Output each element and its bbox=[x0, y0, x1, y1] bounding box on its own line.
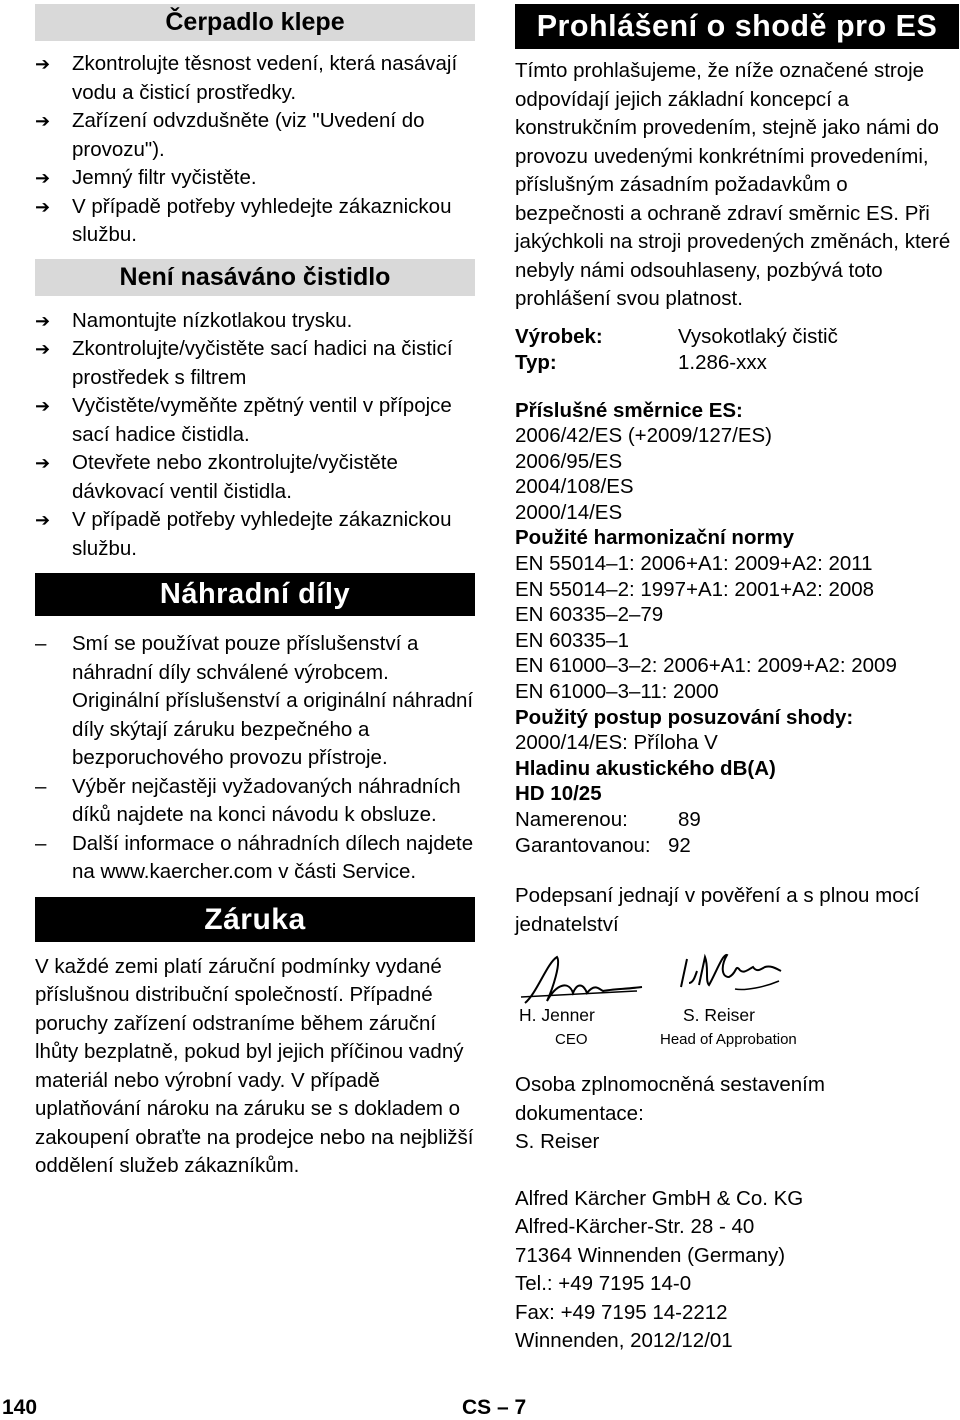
norm-item: EN 55014–2: 1997+A1: 2001+A2: 2008 bbox=[515, 577, 875, 601]
list-item: ➔ Namontujte nízkotlakou trysku. bbox=[35, 307, 475, 336]
arrow-right-icon: ➔ bbox=[35, 339, 51, 359]
arrow-right-icon: ➔ bbox=[35, 510, 51, 530]
directive-item: 2006/95/ES bbox=[515, 449, 623, 473]
dash-bullet: – bbox=[35, 632, 47, 655]
list-item: – Další informace o náhradních dílech najdete na www.kaercher.com v části Service. bbox=[35, 831, 474, 883]
list-item: – Výběr nejčastěji vyžadovaných náhradních díků najdete na konci návodu k obsluze. bbox=[35, 774, 461, 826]
right-column bbox=[515, 4, 959, 1356]
noise-title: Hladinu akustického dB(A) bbox=[515, 756, 776, 780]
company-address bbox=[515, 1185, 959, 1356]
conformity-title: Použitý postup posuzování shody: bbox=[515, 705, 854, 729]
signed-text: Podepsaní jednají v pověření a s plnou mocí jednatelství bbox=[515, 884, 920, 936]
page-number: 140 bbox=[2, 1396, 38, 1419]
list-item: ➔ Jemný filtr vyčistěte. bbox=[35, 164, 475, 193]
arrow-right-icon: ➔ bbox=[35, 54, 51, 74]
signatory-name: S. Reiser bbox=[683, 1005, 755, 1026]
signature-jenner bbox=[517, 953, 647, 1013]
type-row: Typ: 1.286-xxx bbox=[515, 350, 767, 374]
list-item: ➔ Zkontrolujte těsnost vedení, která nasávají vodu a čisticí prostředky. bbox=[35, 52, 458, 104]
norm-item: EN 60335–1 bbox=[515, 628, 629, 652]
language-page-label: CS – 7 bbox=[462, 1396, 527, 1419]
arrow-right-icon: ➔ bbox=[35, 310, 51, 331]
product-info bbox=[515, 324, 959, 376]
directive-item: 2006/42/ES (+2009/127/ES) bbox=[515, 424, 773, 448]
conformity-value: 2000/14/ES: Příloha V bbox=[515, 731, 718, 755]
list-item: ➔ V případě potřeby vyhledejte zákaznickou službu. bbox=[35, 508, 452, 560]
guaranteed-row: Garantovanou: 92 bbox=[515, 833, 691, 857]
warranty-text: V každé zemi platí záruční podmínky vydané příslušnou distribuční společností. Případné poruchy zařízení odstraníme během záruční lhůty bezplatně, pokud byl jejich příčinou vadný materiál nebo výrobní vady. V případě uplatňování nároku na záruku se s dokladem o zakoupení obraťte na prodejce nebo na nejbližší oddělení služeb zákazníkům. bbox=[35, 954, 474, 1177]
declaration-intro: Tímto prohlašujeme, že níže označené stroje odpovídají jejich základní koncepcí a konstrukčním provedením, stejně jako námi do provozu uvedenými konkrétními provedeními, příslušným zásadním požadavkům o bezpečnosti a ochraně zdraví směrnic ES. Při jakýchkoli na stroji provedených změnách, které nebyly námi odsouhlaseny, pozbývá toto prohlášení svou platnost. bbox=[515, 59, 951, 310]
list-item: ➔ Vyčistěte/vyměňte zpětný ventil v přípojce sací hadice čistidla. bbox=[35, 394, 452, 446]
list-item: ➔ Otevřete nebo zkontrolujte/vyčistěte dávkovací ventil čistidla. bbox=[35, 451, 398, 503]
list-item: – Smí se používat pouze příslušenství a náhradní díly schválené výrobcem. Originální příslušenství a originální náhradní díly skýtají záruku bezpečného a bezporuchového provozu přístroje. bbox=[35, 632, 474, 769]
address-line: 71364 Winnenden (Germany) bbox=[515, 1243, 786, 1267]
section-heading-warranty: Záruka bbox=[35, 897, 475, 942]
section-heading-declaration: Prohlášení o shodě pro ES bbox=[515, 4, 959, 49]
section-heading-pump-knock: Čerpadlo klepe bbox=[35, 4, 475, 41]
signatures bbox=[515, 953, 959, 1058]
arrow-right-icon: ➔ bbox=[35, 453, 51, 473]
address-line: Alfred Kärcher GmbH & Co. KG bbox=[515, 1186, 804, 1210]
signatory-role: CEO bbox=[555, 1031, 588, 1049]
directives-block bbox=[515, 398, 959, 859]
list-item: ➔ V případě potřeby vyhledejte zákaznickou službu. bbox=[35, 194, 452, 246]
arrow-right-icon: ➔ bbox=[35, 196, 51, 217]
arrow-right-icon: ➔ bbox=[35, 396, 51, 416]
authorized-name: S. Reiser bbox=[515, 1130, 600, 1154]
directive-item: 2004/108/ES bbox=[515, 475, 634, 499]
address-line: Alfred-Kärcher-Str. 28 - 40 bbox=[515, 1215, 755, 1239]
product-row: Výrobek: Vysokotlaký čistič bbox=[515, 324, 838, 348]
address-line: Tel.: +49 7195 14-0 bbox=[515, 1272, 692, 1296]
section-heading-no-detergent: Není nasáváno čistidlo bbox=[35, 259, 475, 296]
list-item: ➔ Zařízení odvzdušněte (viz "Uvedení do provozu"). bbox=[35, 109, 425, 161]
spare-parts-list bbox=[35, 630, 475, 887]
norm-item: EN 55014–1: 2006+A1: 2009+A2: 2011 bbox=[515, 552, 873, 576]
signatory-role: Head of Approbation bbox=[660, 1031, 797, 1049]
signature-reiser bbox=[675, 947, 785, 1002]
norm-item: EN 61000–3–2: 2006+A1: 2009+A2: 2009 bbox=[515, 654, 897, 678]
dash-bullet: – bbox=[35, 774, 47, 798]
arrow-right-icon: ➔ bbox=[35, 111, 51, 131]
measured-row: Namerenou: 89 bbox=[515, 808, 701, 831]
directive-item: 2000/14/ES bbox=[515, 500, 623, 524]
left-column bbox=[35, 4, 475, 1181]
signatory-name: H. Jenner bbox=[519, 1005, 595, 1026]
pump-knock-list bbox=[35, 50, 475, 250]
directives-title: Příslušné směrnice ES: bbox=[515, 398, 743, 422]
list-item: ➔ Zkontrolujte/vyčistěte sací hadici na čisticí prostředek s filtrem bbox=[35, 337, 453, 389]
address-line: Fax: +49 7195 14-2212 bbox=[515, 1300, 728, 1324]
address-line: Winnenden, 2012/12/01 bbox=[515, 1329, 733, 1353]
norm-item: EN 61000–3–11: 2000 bbox=[515, 680, 719, 704]
norm-item: EN 60335–2–79 bbox=[515, 603, 664, 627]
authorized-text: Osoba zplnomocněná sestavením dokumentace: bbox=[515, 1073, 825, 1125]
arrow-right-icon: ➔ bbox=[35, 168, 51, 188]
noise-model: HD 10/25 bbox=[515, 782, 602, 806]
norms-title: Použité harmonizační normy bbox=[515, 526, 795, 550]
dash-bullet: – bbox=[35, 831, 47, 855]
no-detergent-list bbox=[35, 307, 475, 564]
section-heading-spare-parts: Náhradní díly bbox=[35, 573, 475, 616]
